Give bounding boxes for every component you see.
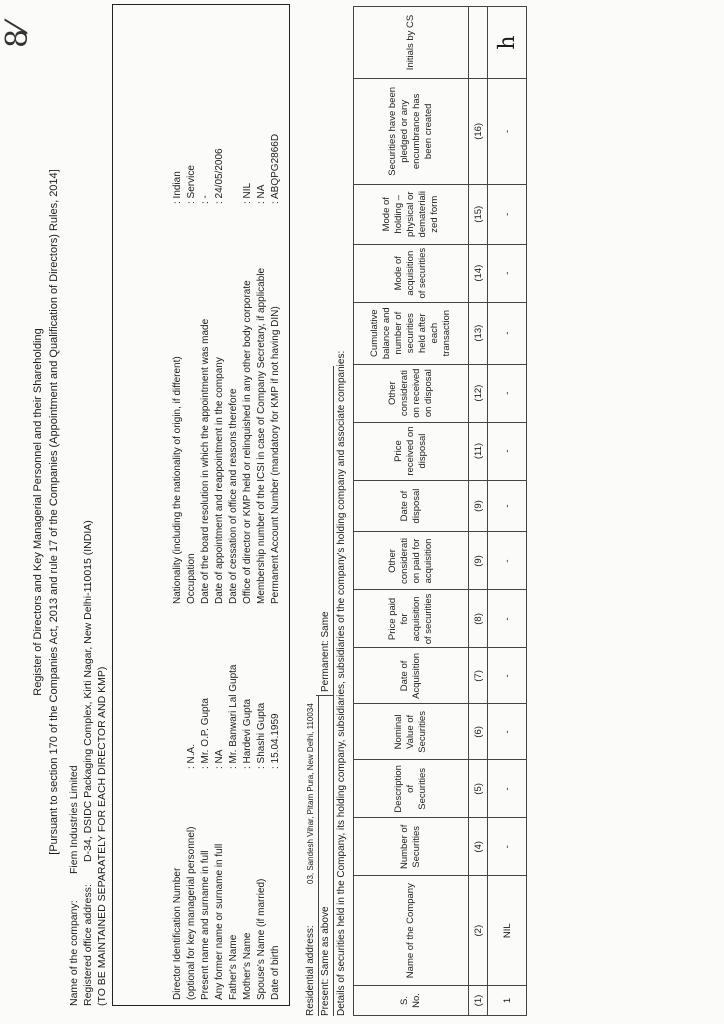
column-index: (13) [469,302,488,364]
office-label: Registered office address: [82,884,94,1006]
table-cell: - [488,78,527,184]
column-header: Name of the Company [354,876,469,986]
detail-label: Any former name or surname in full [214,843,225,1000]
maintenance-note: (TO BE MAINTAINED SEPARATELY FOR EACH DIRECTOR AND KMP) [96,666,108,1006]
column-header: Mode of holding – physical or demateriali zed form [354,184,469,244]
table-cell: - [488,590,527,648]
column-index: (7) [469,648,488,704]
column-index: (14) [469,244,488,302]
column-header: Description of Securities [354,760,469,818]
column-index: (6) [469,704,488,760]
detail-value: : Shashi Gupta [256,702,267,769]
detail-value: : ABQPG2866D [270,133,281,204]
table-cell: - [488,422,527,480]
column-header: Number of Securities [354,818,469,876]
securities-caption: Details of securities held in the Company, its holding company, subsidiaries, subsidiaries of the company's holding company and associate companies: [336,350,347,1016]
table-cell: - [488,532,527,590]
detail-label: Father's Name [228,934,239,1000]
detail-value: : NA [256,184,267,204]
column-index: (4) [469,818,488,876]
address-divider [316,695,334,696]
column-header: Cumulative balance and number of securities held after each transaction [354,302,469,364]
column-header: Mode of acquisition of securities [354,244,469,302]
column-index: (1) [469,986,488,1016]
table-cell: - [488,364,527,422]
column-index: (5) [469,760,488,818]
detail-value: : Service [186,165,197,204]
detail-label: Nationality (including the nationality of origin, if different) [172,356,183,604]
residential-label: Residential address: [305,925,316,1016]
securities-table [353,6,527,1016]
column-index [469,7,488,79]
detail-label: Director Identification Number [172,867,183,1000]
detail-value: : 15.04.1959 [270,713,281,769]
column-index: (9) [469,532,488,590]
column-header: Initials by CS [354,7,469,79]
column-index: (16) [469,78,488,184]
column-index: (8) [469,590,488,648]
column-header: Nominal Value of Securities [354,704,469,760]
detail-value: : N.A. [186,743,197,769]
detail-label: Date of the board resolution in which the appointment was made [200,318,211,604]
detail-label: Permanent Account Number (mandatory for KMP if not having DIN) [270,306,281,604]
column-header: Other considerati on received on disposal [354,364,469,422]
detail-value: : NIL [242,182,253,204]
table-cell: - [488,648,527,704]
detail-value: : Mr. Banwari Lal Gupta [228,664,239,769]
table-cell: - [488,302,527,364]
detail-label: Office of director or KMP held or relinquished in any other body corporate [242,280,253,604]
column-header: S. No. [354,986,469,1016]
company-value: Fiem Industries Limited [68,765,80,874]
table-cell: - [488,704,527,760]
column-header: Date of disposal [354,480,469,532]
table-header-row [354,7,469,1016]
cs-initials-signature: h [488,7,527,79]
detail-value: : NA [214,749,225,769]
detail-label: Date of appointment and reappointment in the company [214,357,225,604]
table-cell: - [488,184,527,244]
detail-value: : 24/05/2006 [214,148,225,204]
table-cell: NIL [488,876,527,986]
permanent-address: Permanent: Same [320,611,331,692]
table-cell: - [488,244,527,302]
address-rule [333,366,334,1016]
detail-label: Date of birth [270,945,281,1000]
detail-value: : Hardevi Gupta [242,698,253,769]
column-header: Securities have been pledged or any encumbrance has been created [354,78,469,184]
column-header: Date of Acquisition [354,648,469,704]
table-row [488,7,527,1016]
register-subtitle: [Pursuant to section 170 of the Companies Act, 2013 and rule 17 of the Companies (Appointment and Qualification of Directors) Rules, 2014] [48,169,60,855]
address-rule [318,696,319,1016]
detail-label: Mother's Name [242,932,253,1000]
office-value: D-34, DSIDC Packaging Complex, Kirti Nagar, New Delhi-110015 (INDIA) [82,520,94,862]
detail-value: : Indian [172,171,183,204]
detail-value: : Mr. O.P. Gupta [200,698,211,769]
detail-label: Membership number of the ICSI in case of Company Secretary, if applicable [256,267,267,604]
detail-label: (optional for key managerial personnel) [186,826,197,1000]
column-header: Price received on disposal [354,422,469,480]
table-index-row [469,7,488,1016]
detail-label: Spouse's Name (if married) [256,878,267,1000]
detail-label: Date of cessation of office and reasons therefore [228,388,239,604]
detail-label: Occupation [186,553,197,604]
handwritten-margin-mark: 8⁄ [0,23,35,48]
column-header: Other considerati on paid for acquisition [354,532,469,590]
register-title: Register of Directors and Key Managerial Personnel and their Shareholding [32,328,44,696]
column-header: Price paid for acquisition of securities [354,590,469,648]
table-cell: - [488,760,527,818]
table-cell: - [488,818,527,876]
column-index: (15) [469,184,488,244]
column-index: (2) [469,876,488,986]
column-index: (9) [469,480,488,532]
column-index: (11) [469,422,488,480]
present-address: Present: Same as above [320,906,331,1016]
detail-value: : - [200,195,211,204]
table-cell: - [488,480,527,532]
company-label: Name of the company: [68,900,80,1006]
detail-label: Present name and surname in full [200,850,211,1000]
table-cell: 1 [488,986,527,1016]
residential-value: 03, Sandesh Vihar, Pitam Pura, New Delhi, 110034 [306,703,315,884]
column-index: (12) [469,364,488,422]
